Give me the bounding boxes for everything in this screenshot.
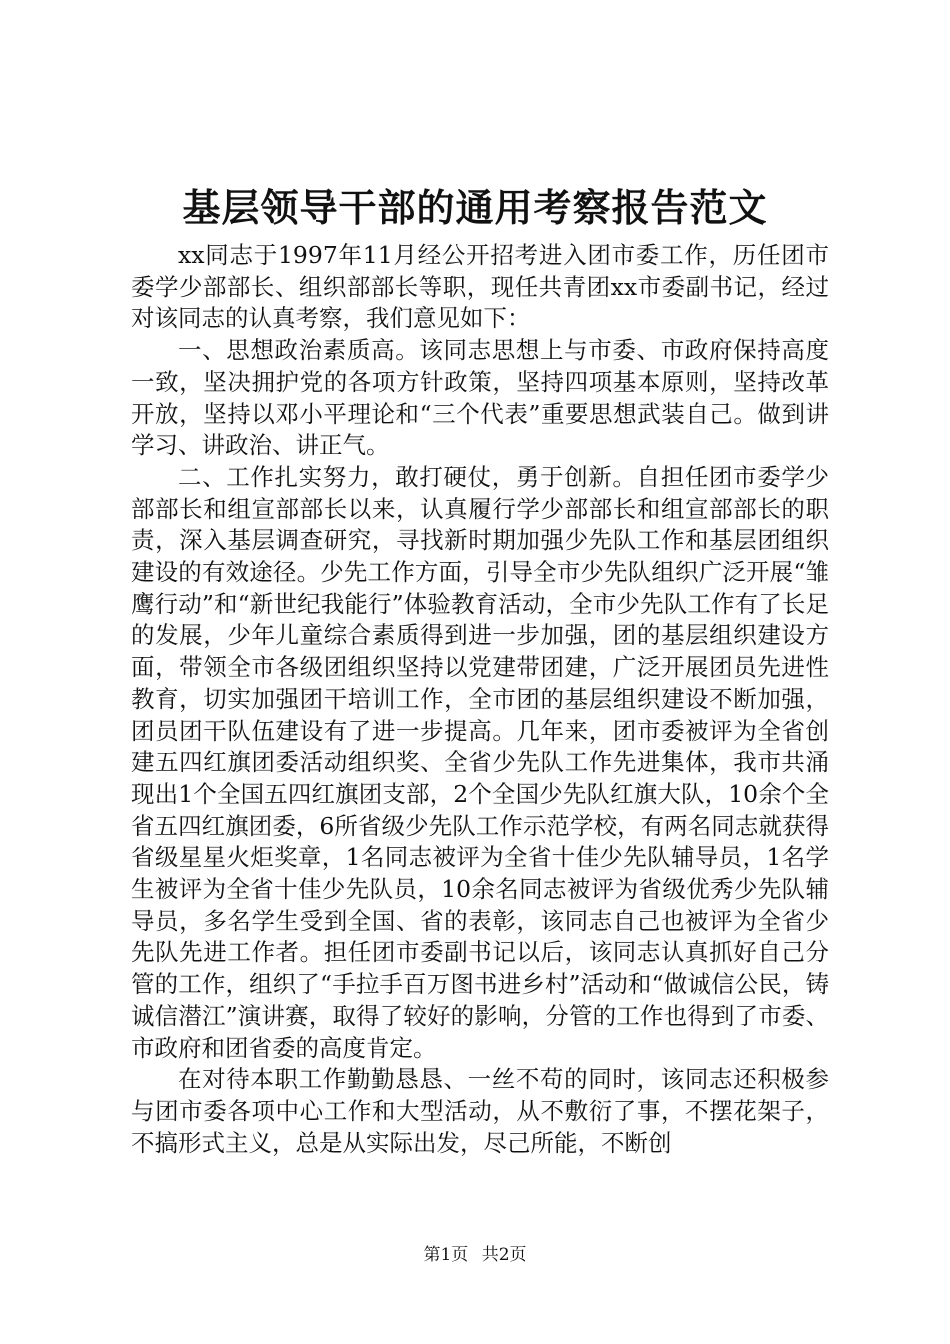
page-total: 共2页 [481,1245,527,1265]
document-body [131,240,829,1159]
paragraph-work: 二、工作扎实努力，敢打硬仗，勇于创新。自担任团市委学少部部长和组宣部部长以来，认真履行学少部部长和组宣部部长的职责，深入基层调查研究，寻找新时期加强少先队工作和基层团组织建设的有效途径。少先工作方面，引导全市少先队组织广泛开展“雏鹰行动”和“新世纪我能行”体验教育活动，全市少先队工作有了长足的发展，少年儿童综合素质得到进一步加强，团的基层组织建设方面，带领全市各级团组织坚持以党建带团建，广泛开展团员先进性教育，切实加强团干培训工作，全市团的基层组织建设不断加强，团员团干队伍建设有了进一步提高。几年来，团市委被评为全省创建五四红旗团委活动组织奖、全省少先队工作先进集体，我市共涌现出1个全国五四红旗团支部，2个全国少先队红旗大队，10余个全省五四红旗团委，6所省级少先队工作示范学校，有两名同志就获得省级星星火炬奖章，1名同志被评为全省十佳少先队辅导员，1名学生被评为全省十佳少先队员，10余名同志被评为省级优秀少先队辅导员，多名学生受到全国、省的表彰，该同志自己也被评为全省少先队先进工作者。担任团市委副书记以后，该同志认真抓好自己分管的工作，组织了“手拉手百万图书进乡村”活动和“做诚信公民，铸诚信潜江”演讲赛，取得了较好的影响，分管的工作也得到了市委、市政府和团省委的高度肯定。 [131,462,829,1062]
paragraph-attitude: 在对待本职工作勤勤恳恳、一丝不苟的同时，该同志还积极参与团市委各项中心工作和大型活动，从不敷衍了事，不摆花架子，不搞形式主义，总是从实际出发，尽己所能，不断创 [131,1065,829,1157]
paragraph-intro: xx同志于1997年11月经公开招考进入团市委工作，历任团市委学少部部长、组织部部长等职，现任共青团xx市委副书记，经过对该同志的认真考察，我们意见如下： [131,241,829,333]
paragraph-political: 一、思想政治素质高。该同志思想上与市委、市政府保持高度一致，坚决拥护党的各项方针政策，坚持四项基本原则，坚持改革开放，坚持以邓小平理论和“三个代表”重要思想武装自己。做到讲学习、讲政治、讲正气。 [131,336,829,460]
document-title: 基层领导干部的通用考察报告范文 [182,185,768,230]
page-number: 第1页 [423,1245,469,1265]
page-footer [0,1243,950,1267]
